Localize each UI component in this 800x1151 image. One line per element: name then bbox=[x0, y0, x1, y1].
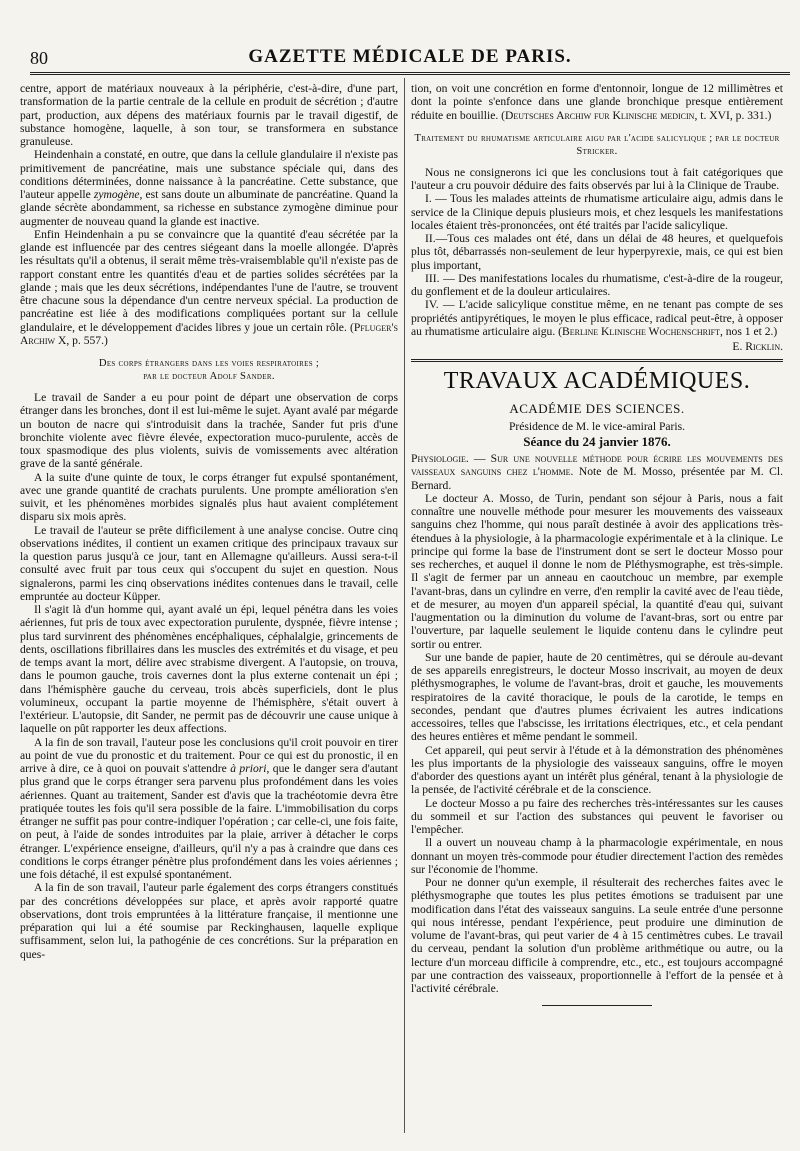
source-citation: Deutsches Archiw fur Klinische medicin bbox=[505, 108, 695, 122]
italic-term: zymogène bbox=[93, 188, 140, 201]
paragraph: Le docteur A. Mosso, de Turin, pendant son séjour à Paris, nous a fait connaître une nouvelle méthode pour mesurer les mouvements des vaisseaux sanguins chez l'homme, qui nous paraît destinée à avoir des applications très-étendues à la physiologie, à la pharmacologie expérimentale et à la clinique. Le principe qui forme la base de l'instrument dont se sert le docteur Mosso pour ses recherches, et auquel il donne le nom de Pléthysmographe, est très-simple. Il s'agit de fermer par un anneau en caoutchouc un membre, par exemple l'avant-bras, dans un cylindre en verre, d'en remplir la cavité avec de l'eau tiède, et de mesurer, au moyen d'un appareil spécial, la quantité d'eau qui, suivant l'augmentation ou la diminution du volume de l'avant-bras, sort ou entre par l'ouverture, par laquelle seulement le liquide contenu dans le cylindre peut sortir ou entrer. bbox=[411, 491, 783, 651]
article-heading: Physiologie. — Sur une nouvelle méthode pour écrire les mouvements des vaisseaux sanguins chez l'homme. Note de M. Mosso, présentée par M. Cl. Bernard. bbox=[411, 452, 783, 492]
section-heading: Des corps étrangers dans les voies respiratoires ; par le docteur Adolf Sander. bbox=[98, 358, 320, 382]
source-citation: Pfluger's Archiw bbox=[20, 320, 398, 347]
paragraph: Il s'agit là d'un homme qui, ayant avalé un épi, lequel pénétra dans les voies aériennes, fut pris de toux avec expectoration purulente, dyspnée, fièvre intense ; plus tard survinrent des phénomènes encéphaliques, céphalalgie, grincements de dents, oscillations fibrillaires dans les muscles des extrémités et du visage, et peu de temps avant la mort, délire avec strabisme divergent. A l'autopsie, on trouva, dans le poumon gauche, trois cavernes dont la plus externe contenait un épi ; dans l'hémisphère gauche du cerveau, trois abcès superficiels, dont le plus volumineux, occupant la partie moyenne de l'hémisphère, s'était ouvert à l'extérieur. L'autopsie, dit Sander, ne permit pas de découvrir une cause unique à laquelle on pût rapporter les deux affections. bbox=[20, 603, 398, 736]
paragraph: centre, apport de matériaux nouveaux à la périphérie, c'est-à-dire, d'une part, transformation de la partie centrale de la cellule en produit de sécrétion ; d'autre part, production, aux dépens des matériaux fournis par le travail digestif, de substance homogène, laquelle, à son tour, se transformera en substance granuleuse. bbox=[20, 82, 398, 148]
paragraph: IV. — L'acide salicylique constitue même, en ne tenant pas compte de ses propriétés antipyrétiques, le moyen le plus efficace, radical peut-être, à opposer au rhumatisme articulaire aigu. (Berline Klinische Wochenschrift, nos 1 et 2.) bbox=[411, 298, 783, 338]
right-column bbox=[411, 82, 783, 1006]
author-signature: E. Ricklin. bbox=[732, 340, 783, 353]
section-title: TRAVAUX ACADÉMIQUES. bbox=[443, 368, 751, 395]
paragraph: A la fin de son travail, l'auteur parle également des corps étrangers constitués par des concrétions développées sur place, et après avoir rapporté quatre observations, dont trois empruntées à la littérature française, il mentionne une préparation qui lui a été soumise par Reckinghausen, laquelle explique suffisamment, selon lui, la pathogénie de ces concrétions. Sur la préparation en ques- bbox=[20, 881, 398, 961]
paragraph: Sur une bande de papier, haute de 20 centimètres, qui se déroule au-devant de ses appareils enregistreurs, le docteur Mosso inscrivait, au moyen de deux pléthysmographes, le volume de l'avant-bras, droit et gauche, les mouvements respiratoires de la cavité thoracique, le pouls de la carotide, le temps en secondes, pendant que d'autres plumes écrivaient les autres indications accessoires, telles que l'abscisse, les irritations électriques, etc., et cela pendant des heures entières et même pendant le sommeil. bbox=[411, 650, 783, 744]
header-rule bbox=[30, 72, 790, 75]
section-heading: Traitement du rhumatisme articulaire aigu par l'acide salicylique ; par le docteur Stricker. bbox=[414, 132, 780, 157]
presidence-line: Présidence de M. le vice-amiral Paris. bbox=[508, 419, 686, 433]
paragraph: Nous ne consignerons ici que les conclusions tout à fait catégoriques que l'auteur a cru pouvoir déduire des faits observés par lui à la Clinique de Traube. bbox=[411, 165, 783, 192]
source-citation: Berline Klinische Wochenschrift bbox=[561, 324, 720, 338]
paragraph: Cet appareil, qui peut servir à l'étude et à la démonstration des phénomènes les plus importants de la physiologie des vaisseaux sanguins, offre le moyen d'aborder des questions ayant un intérêt plus général, tenant à la physiologie de la pensée, de l'activité cérébrale et de la conscience. bbox=[411, 743, 783, 797]
column-separator bbox=[404, 78, 405, 1133]
end-rule bbox=[542, 1005, 652, 1006]
paragraph: Il a ouvert un nouveau champ à la pharmacologie expérimentale, en nous donnant un moyen très-commode pour étudier directement l'action des remèdes sur l'économie de l'homme. bbox=[411, 836, 783, 876]
paragraph: Pour ne donner qu'un exemple, il résulterait des recherches faites avec le pléthysmographe que toutes les plus petites émotions se traduisent par une modification dans l'état des vaisseaux sanguins. La seule entrée d'une personne qui nous intéresse, pendant l'expérience, peut produire une diminution de volume de l'avant-bras, qui peut varier de 4 à 15 centimètres cubes. Le travail du cerveau, pendant la solution d'un problème arithmétique ou autre, ou la lecture d'un morceau difficile à comprendre, etc., etc., est toujours accompagné par une contraction des vaisseaux, proportionnelle à l'effort de la pensée et à l'activité cérébrale. bbox=[411, 876, 783, 995]
page-header bbox=[30, 40, 790, 70]
paragraph: Le travail de Sander a eu pour point de départ une observation de corps étranger dans les bronches, dont il est lui-même le sujet. Ayant avalé par mégarde un bouton de nacre qui s'introduisit dans la trachée, Sander fut pris d'une bronchite violente avec fièvre élevée, expectoration muco-purulente, accès de toux spasmodique des plus violents, suivis de vomissements avec altération grave de la santé générale. bbox=[20, 391, 398, 471]
paragraph: I. — Tous les malades atteints de rhumatisme articulaire aigu, admis dans le service de la Clinique depuis plusieurs mois, et chez lesquels les manifestations locales étaient très-prononcées, ont été traités par l'acide salicylique. bbox=[411, 192, 783, 232]
journal-title: GAZETTE MÉDICALE DE PARIS. bbox=[248, 46, 572, 67]
paragraph: II.—Tous ces malades ont été, dans un délai de 48 heures, et quelquefois plus tôt, débarrassés non-seulement de leur hyperpyrexie, mais, ce qui est bien plus important, bbox=[411, 232, 783, 272]
paragraph: A la fin de son travail, l'auteur pose les conclusions qu'il croit pouvoir en tirer au point de vue du pronostic et du traitement. Pour ce qui est du pronostic, il en arrive à dire, ce à quoi on pouvait s'attendre à priori, que le danger sera d'autant plus grand que le corps étranger sera parvenu plus profondément dans les voies aériennes. Quant au traitement, Sander est d'avis que la trachéotomie devra être pratiquée toutes les fois qu'il sera possible de la faire. L'immobilisation du corps étranger ne suffit pas pour contre-indiquer l'opération ; car celle-ci, une fois faite, on peut, à l'aide de sondes introduites par la plaie, arriver à détacher le corps étranger. L'expérience enseigne, d'ailleurs, qu'il n'y a pas à craindre que dans ces conditions le corps étranger pénètre plus profondément dans les voies aériennes ; une fois détaché, il est expulsé spontanément. bbox=[20, 735, 398, 881]
paragraph: Le travail de l'auteur se prête difficilement à une analyse concise. Outre cinq observations inédites, il contient un examen critique des principaux travaux sur la question parus jusqu'à ce jour, tant en Allemagne qu'ailleurs. Aussi sera-t-il consulté avec fruit par tous ceux qui s'occupent du sujet en question. Nous signalerons, parmi les cinq observations inédites contenues dans le travail, celle empruntée au docteur Küpper. bbox=[20, 523, 398, 603]
paragraph: tion, on voit une concrétion en forme d'entonnoir, longue de 12 millimètres et dont la pointe s'enfonce dans une glande bronchique presque entièrement réduite en bouillie. (Deutsches Archiw fur Klinische medicin, t. XVI, p. 331.) bbox=[411, 82, 783, 122]
paragraph: Le docteur Mosso a pu faire des recherches très-intéressantes sur les causes du sommeil et sur l'action des substances qui peuvent le favoriser ou l'empêcher. bbox=[411, 796, 783, 836]
academy-title: ACADÉMIE DES SCIENCES. bbox=[509, 401, 685, 417]
italic-term: à priori bbox=[230, 762, 267, 775]
paragraph: III. — Des manifestations locales du rhumatisme, c'est-à-dire de la rougeur, du gonflement et de la douleur articulaires. bbox=[411, 271, 783, 298]
paragraph: A la suite d'une quinte de toux, le corps étranger fut expulsé spontanément, avec une grande quantité de crachats purulents. Une prompte amélioration s'en suivit, et les phénomènes morbides signalés plus haut avaient complétement disparu six mois après. bbox=[20, 470, 398, 524]
seance-date: Séance du 24 janvier 1876. bbox=[523, 433, 671, 449]
article-title: Sur une nouvelle méthode pour écrire les mouvements des vaisseaux sanguins chez l'homme. bbox=[411, 452, 783, 479]
paragraph: Heindenhain a constaté, en outre, que dans la cellule glandulaire il n'existe pas primitivement de pancréatine, mais une substance spéciale qui, dans des conditions déterminées, donne naissance à la pancréatine. Cette substance, que l'auteur appelle zymogène, est sans doute un albuminate de pancréatine. Quand la glande sécrète abondamment, sa richesse en substance zymogène diminue pour augmenter de nouveau quand la glande est inactive. bbox=[20, 148, 398, 228]
left-column bbox=[20, 82, 398, 961]
page-number: 80 bbox=[30, 48, 48, 68]
paragraph: Enfin Heindenhain a pu se convaincre que la quantité d'eau sécrétée par la glande est influencée par des centres siégeant dans la moelle allongée. D'après les résultats qu'il a obtenus, il serait même très-vraisemblable qu'il n'existe pas de rapport constant entre les quantités d'eau et de parties solides sécrétées par la glande ; mais que les deux sécrétions, indépendantes l'une de l'autre, se trouvent être chacune sous la dépendance d'un centre nerveux spécial. La production de pancréatine est liée à des modifications compliquées portant sur la cellule glandulaire, et le développement d'acides libres y joue un certain rôle. (Pfluger's Archiw X, p. 557.) bbox=[20, 227, 398, 347]
section-rule bbox=[411, 359, 783, 362]
